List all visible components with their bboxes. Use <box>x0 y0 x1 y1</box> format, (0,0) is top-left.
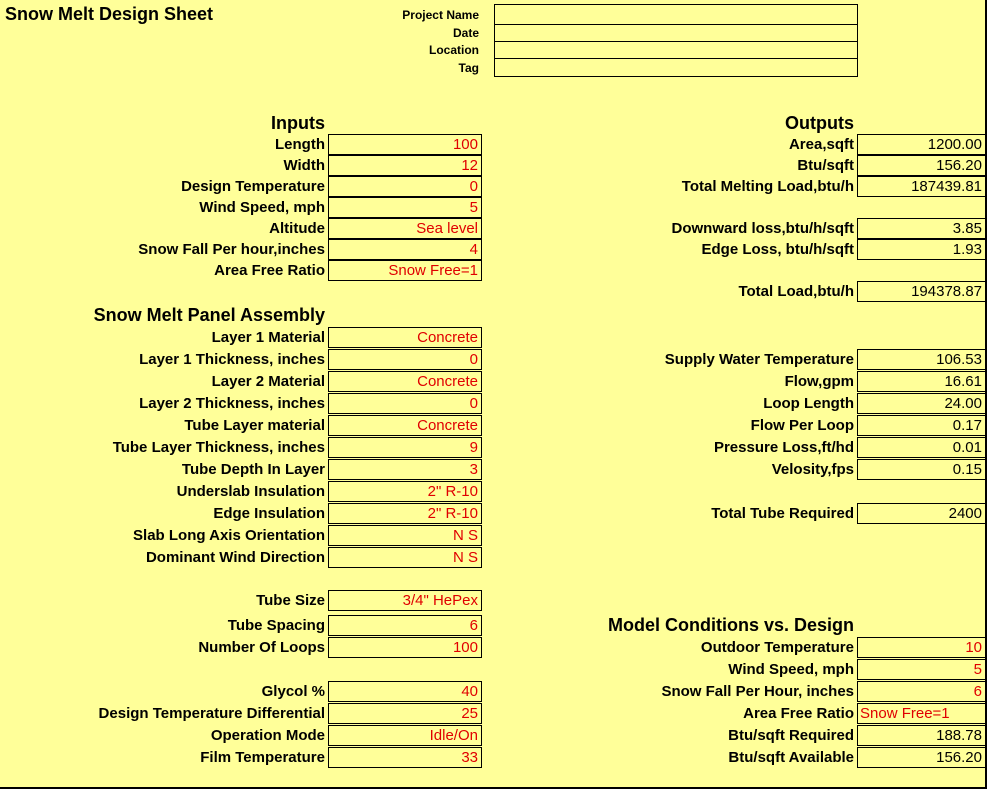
outputs-heading: Outputs <box>785 113 854 133</box>
model-label: Btu/sqft Available <box>728 749 854 766</box>
tag-field[interactable] <box>494 58 858 77</box>
fluid-label: Operation Mode <box>210 727 325 744</box>
glycol-input[interactable]: 40 <box>328 681 482 702</box>
input-label: Design Temperature <box>181 178 325 195</box>
output-label: Loop Length <box>763 395 854 412</box>
model-label: Area Free Ratio <box>743 705 854 722</box>
input-label: Altitude <box>269 220 325 237</box>
location-field[interactable] <box>494 41 858 59</box>
tube-spacing-input[interactable]: 6 <box>328 615 482 636</box>
panel-label: Edge Insulation <box>213 505 325 522</box>
loop-length-output: 24.00 <box>857 393 986 414</box>
model-area-free-ratio-input[interactable]: Snow Free=1 <box>857 703 986 724</box>
output-label: Total Tube Required <box>711 505 854 522</box>
tube-size-input[interactable]: 3/4" HePex <box>328 590 482 611</box>
velocity-output: 0.15 <box>857 459 986 480</box>
wind-direction-input[interactable]: N S <box>328 547 482 568</box>
sheet-title: Snow Melt Design Sheet <box>5 4 214 24</box>
output-label: Total Melting Load,btu/h <box>681 178 854 195</box>
width-input[interactable]: 12 <box>328 155 482 176</box>
output-label: Pressure Loss,ft/hd <box>713 439 854 456</box>
tag-label: Tag <box>458 61 479 75</box>
btu-required-output: 188.78 <box>857 725 986 746</box>
layer2-material-input[interactable]: Concrete <box>328 371 482 392</box>
film-temperature-input[interactable]: 33 <box>328 747 482 768</box>
operation-mode-input[interactable]: Idle/On <box>328 725 482 746</box>
total-load-output: 194378.87 <box>857 281 986 302</box>
area-free-ratio-input[interactable]: Snow Free=1 <box>328 260 482 281</box>
panel-label: Layer 1 Thickness, inches <box>139 351 325 368</box>
output-label: Flow,gpm <box>784 373 854 390</box>
panel-label: Tube Layer Thickness, inches <box>112 439 325 456</box>
length-input[interactable]: 100 <box>328 134 482 155</box>
panel-label: Layer 2 Thickness, inches <box>139 395 325 412</box>
output-label: Btu/sqft <box>797 157 854 174</box>
output-label: Velosity,fps <box>771 461 854 478</box>
input-label: Snow Fall Per hour,inches <box>138 241 325 258</box>
panel-label: Dominant Wind Direction <box>145 549 325 566</box>
fluid-label: Glycol % <box>261 683 325 700</box>
outdoor-temperature-input[interactable]: 10 <box>857 637 986 658</box>
model-snow-fall-input[interactable]: 6 <box>857 681 986 702</box>
panel-assembly-heading: Snow Melt Panel Assembly <box>93 305 325 325</box>
supply-water-temperature-output: 106.53 <box>857 349 986 370</box>
location-label: Location <box>429 43 479 57</box>
project-name-label: Project Name <box>402 8 479 22</box>
panel-label: Slab Long Axis Orientation <box>133 527 325 544</box>
output-label: Supply Water Temperature <box>664 351 854 368</box>
tubing-label: Tube Spacing <box>227 617 325 634</box>
fluid-label: Film Temperature <box>200 749 325 766</box>
input-label: Length <box>275 136 325 153</box>
tubing-label: Number Of Loops <box>198 639 325 656</box>
layer1-thickness-input[interactable]: 0 <box>328 349 482 370</box>
tube-layer-material-input[interactable]: Concrete <box>328 415 482 436</box>
input-label: Area Free Ratio <box>214 262 325 279</box>
fluid-label: Design Temperature Differential <box>98 705 325 722</box>
btu-available-output: 156.20 <box>857 747 986 768</box>
model-conditions-heading: Model Conditions vs. Design <box>607 615 854 635</box>
model-label: Btu/sqft Required <box>728 727 854 744</box>
output-label: Total Load,btu/h <box>738 283 854 300</box>
panel-label: Layer 2 Material <box>211 373 325 390</box>
output-label: Downward loss,btu/h/sqft <box>671 220 854 237</box>
temperature-differential-input[interactable]: 25 <box>328 703 482 724</box>
project-name-field[interactable] <box>494 4 858 25</box>
layer1-material-input[interactable]: Concrete <box>328 327 482 348</box>
date-label: Date <box>452 26 479 40</box>
design-temperature-input[interactable]: 0 <box>328 176 482 197</box>
input-label: Wind Speed, mph <box>199 199 325 216</box>
date-field[interactable] <box>494 24 858 42</box>
tube-depth-input[interactable]: 3 <box>328 459 482 480</box>
panel-label: Tube Depth In Layer <box>181 461 325 478</box>
edge-loss-output: 1.93 <box>857 239 986 260</box>
tube-layer-thickness-input[interactable]: 9 <box>328 437 482 458</box>
btu-sqft-output: 156.20 <box>857 155 986 176</box>
total-melting-load-output: 187439.81 <box>857 176 986 197</box>
input-label: Width <box>283 157 325 174</box>
wind-speed-input[interactable]: 5 <box>328 197 482 218</box>
area-output: 1200.00 <box>857 134 986 155</box>
altitude-input[interactable]: Sea level <box>328 218 482 239</box>
inputs-heading: Inputs <box>271 113 325 133</box>
underslab-insulation-input[interactable]: 2" R-10 <box>328 481 482 502</box>
total-tube-required-output: 2400 <box>857 503 986 524</box>
flow-per-loop-output: 0.17 <box>857 415 986 436</box>
output-label: Area,sqft <box>788 136 854 153</box>
model-label: Wind Speed, mph <box>728 661 854 678</box>
layer2-thickness-input[interactable]: 0 <box>328 393 482 414</box>
model-label: Outdoor Temperature <box>700 639 854 656</box>
panel-label: Tube Layer material <box>184 417 325 434</box>
panel-label: Underslab Insulation <box>176 483 325 500</box>
snow-fall-input[interactable]: 4 <box>328 239 482 260</box>
model-label: Snow Fall Per Hour, inches <box>661 683 854 700</box>
output-label: Edge Loss, btu/h/sqft <box>701 241 854 258</box>
pressure-loss-output: 0.01 <box>857 437 986 458</box>
panel-label: Layer 1 Material <box>211 329 325 346</box>
number-of-loops-input[interactable]: 100 <box>328 637 482 658</box>
model-wind-speed-input[interactable]: 5 <box>857 659 986 680</box>
downward-loss-output: 3.85 <box>857 218 986 239</box>
edge-insulation-input[interactable]: 2" R-10 <box>328 503 482 524</box>
slab-orientation-input[interactable]: N S <box>328 525 482 546</box>
tubing-label: Tube Size <box>256 592 325 609</box>
output-label: Flow Per Loop <box>750 417 854 434</box>
flow-output: 16.61 <box>857 371 986 392</box>
